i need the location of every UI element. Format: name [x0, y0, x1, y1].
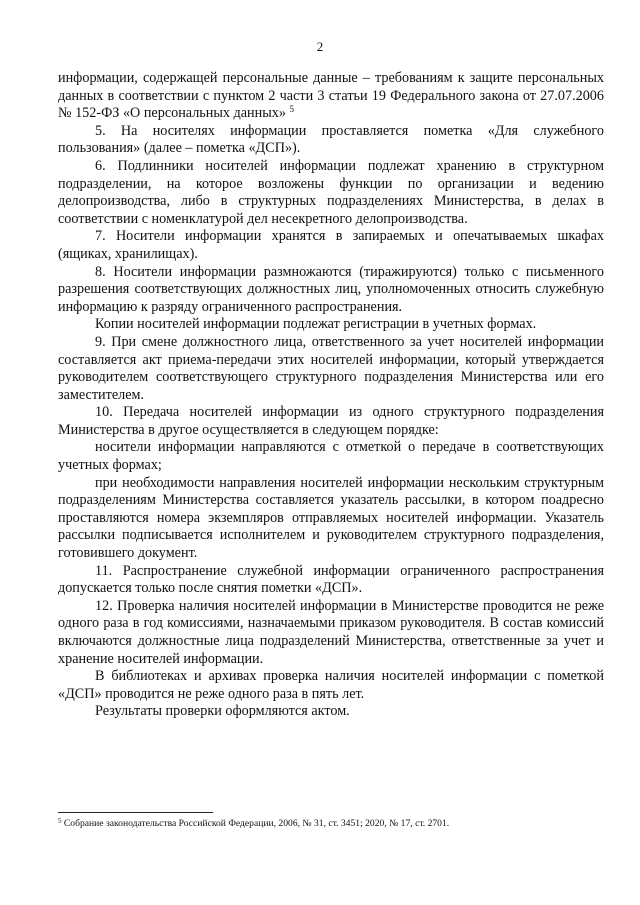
footnote-mark: 5 [58, 817, 62, 825]
paragraph-copies: Копии носителей информации подлежат регистрации в учетных формах. [95, 316, 537, 333]
paragraph-results: Результаты проверки оформляются актом. [95, 703, 350, 720]
footnote-reference: 5 [289, 104, 295, 115]
paragraph-item-9: 9. При смене должностного лица, ответственного за учет носителей информации составляется акт приема-передачи этих носителей информации, который утверждается руководителем соответствующего структурного подразделения Министерства или его заместителем. [58, 333, 604, 403]
paragraph-item-5: 5. На носителях информации проставляется пометка «Для служебного пользования» (далее – пометка «ДСП»). [58, 122, 604, 157]
paragraph-item-10-sub-1: носители информации направляются с отметкой о передаче в соответствующих учетных формах; [58, 439, 604, 474]
paragraph-item-8: 8. Носители информации размножаются (тиражируются) только с письменного разрешения соответствующих должностных лиц, уполномоченных относить служебную информацию к разряду ограниченного распространения. [58, 263, 604, 315]
page-number: 2 [316, 39, 324, 54]
body-text [58, 70, 604, 721]
paragraph-item-11: 11. Распространение служебной информации ограниченного распространения допускается только после снятия пометки «ДСП». [58, 562, 604, 597]
footnote [58, 818, 604, 830]
footnote-text: Собрание законодательства Российской Федерации, 2006, № 31, ст. 3451; 2020, № 17, ст. 2701. [63, 818, 450, 829]
paragraph-item-10-sub-2: при необходимости направления носителей информации нескольким структурным подразделениям Министерства составляется указатель рассылки, в котором поадресно проставляются номера экземпляров отправляемых носителей информации. Указатель рассылки подписывается исполнителем и руководителем структурного подразделения, готовившего документ. [58, 474, 604, 562]
paragraph-item-6: 6. Подлинники носителей информации подлежат хранению в структурном подразделении, на которое возложены функции по организации и ведению делопроизводства, либо в структурных подразделениях Министерства, в делах в соответствии с номенклатурой дел несекретного делопроизводства. [58, 157, 604, 227]
paragraph-item-12: 12. Проверка наличия носителей информации в Министерстве проводится не реже одного раза в год комиссиями, назначаемыми приказом руководителя. В состав комиссий включаются должностные лица подразделений Министерства, ответственные за учет и хранение носителей информации. [58, 597, 604, 667]
paragraph-item-10: 10. Передача носителей информации из одного структурного подразделения Министерства в другое осуществляется в следующем порядке: [58, 404, 604, 438]
paragraph-continuation [58, 70, 604, 123]
paragraph-item-7: 7. Носители информации хранятся в запираемых и опечатываемых шкафах (ящиках, хранилищах). [58, 228, 604, 262]
footnote-divider [58, 812, 213, 813]
paragraph-text: информации, содержащей персональные данные – требованиям к защите персональных данных в соответствии с пунктом 2 части 3 статьи 19 Федерального закона от 27.07.2006 № 152-ФЗ «О персональных данных» [58, 70, 604, 122]
paragraph-libraries: В библиотеках и архивах проверка наличия носителей информации с пометкой «ДСП» проводится не реже одного раза в пять лет. [58, 668, 604, 702]
